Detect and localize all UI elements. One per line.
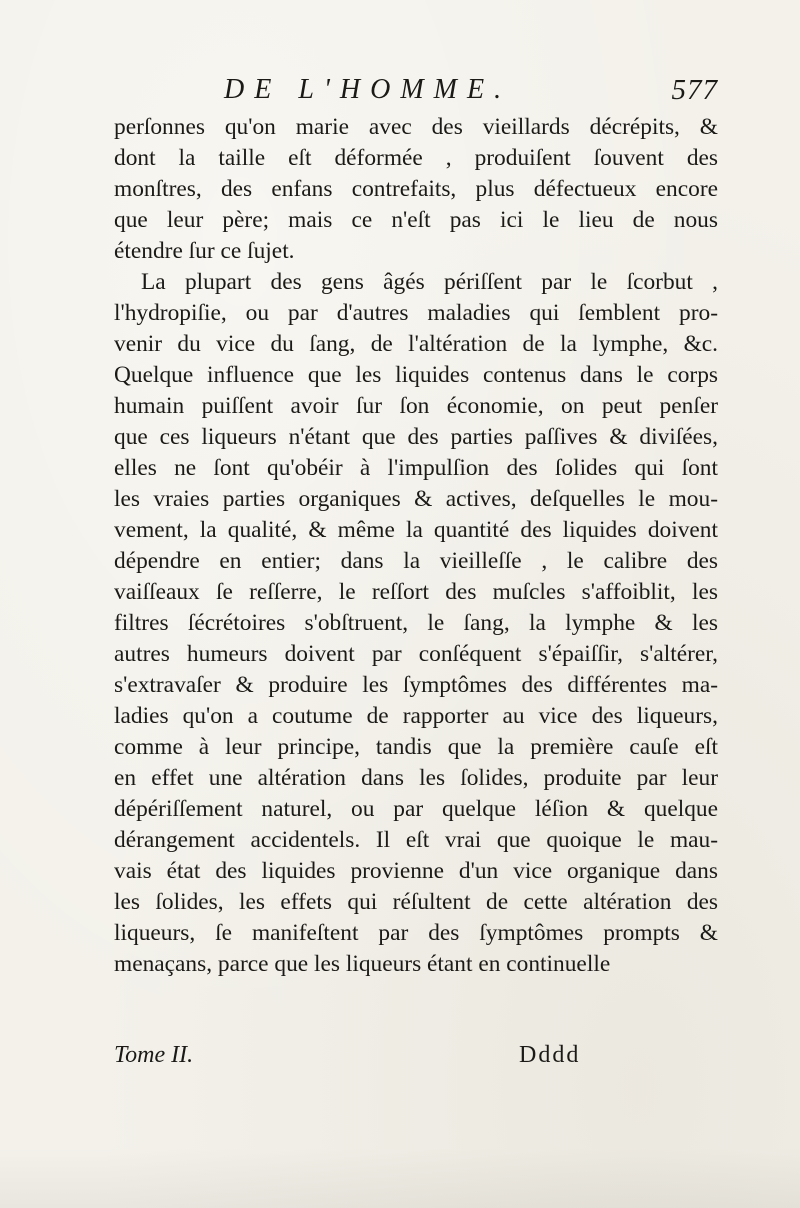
page-number: 577	[671, 74, 718, 106]
page-edge-shadow	[0, 1148, 800, 1208]
text-line: vaiſſeaux ſe reſſerre, le reſſort des muſcles s'affoiblit, les	[114, 579, 718, 605]
text-line: les ſolides, les effets qui réſultent de cette altération des	[114, 889, 718, 915]
page-footer	[0, 1042, 800, 1076]
volume-label: Tome II.	[114, 1042, 194, 1068]
text-line: humain puiſſent avoir ſur ſon économie, on peut penſer	[114, 393, 718, 419]
text-line: ladies qu'on a coutume de rapporter au vice des liqueurs,	[114, 703, 718, 729]
text-line: liqueurs, ſe manifeſtent par des ſymptômes prompts &	[114, 920, 718, 946]
text-line: perſonnes qu'on marie avec des vieillards décrépits, &	[114, 114, 718, 140]
text-line: dépériſſement naturel, ou par quelque léſion & quelque	[114, 796, 718, 822]
signature-mark: Dddd	[519, 1042, 581, 1068]
text-line: menaçans, parce que les liqueurs étant en continuelle	[114, 951, 611, 977]
text-line: étendre ſur ce ſujet.	[114, 238, 295, 264]
text-line: s'extravaſer & produire les ſymptômes des différentes ma-	[114, 672, 718, 698]
text-line: La plupart des gens âgés périſſent par le ſcorbut ,	[141, 269, 718, 295]
text-line: vais état des liquides provienne d'un vice organique dans	[114, 858, 718, 884]
running-title: DE L'HOMME.	[224, 74, 512, 105]
text-line: l'hydropiſie, ou par d'autres maladies qui ſemblent pro-	[114, 300, 718, 326]
text-line: vement, la qualité, & même la quantité des liquides doivent	[114, 517, 718, 543]
text-line: Quelque influence que les liquides contenus dans le corps	[114, 362, 718, 388]
text-line: dépendre en entier; dans la vieilleſſe , le calibre des	[114, 548, 718, 574]
text-line: venir du vice du ſang, de l'altération de la lymphe, &c.	[114, 331, 718, 357]
text-line: en effet une altération dans les ſolides, produite par leur	[114, 765, 718, 791]
text-line: monſtres, des enfans contrefaits, plus défectueux encore	[114, 176, 718, 202]
text-line: comme à leur principe, tandis que la première cauſe eſt	[114, 734, 718, 760]
text-line: autres humeurs doivent par conſéquent s'épaiſſir, s'altérer,	[114, 641, 718, 667]
running-head	[224, 72, 718, 112]
text-line: les vraies parties organiques & actives, deſquelles le mou-	[114, 486, 718, 512]
text-line: que ces liqueurs n'étant que des parties paſſives & diviſées,	[114, 424, 718, 450]
text-line: dont la taille eſt déformée , produiſent ſouvent des	[114, 145, 718, 171]
text-line: que leur père; mais ce n'eſt pas ici le lieu de nous	[114, 207, 718, 233]
text-line: filtres ſécrétoires s'obſtruent, le ſang, la lymphe & les	[114, 610, 718, 636]
text-line: dérangement accidentels. Il eſt vrai que quoique le mau-	[114, 827, 718, 853]
text-line: elles ne ſont qu'obéir à l'impulſion des ſolides qui ſont	[114, 455, 718, 481]
